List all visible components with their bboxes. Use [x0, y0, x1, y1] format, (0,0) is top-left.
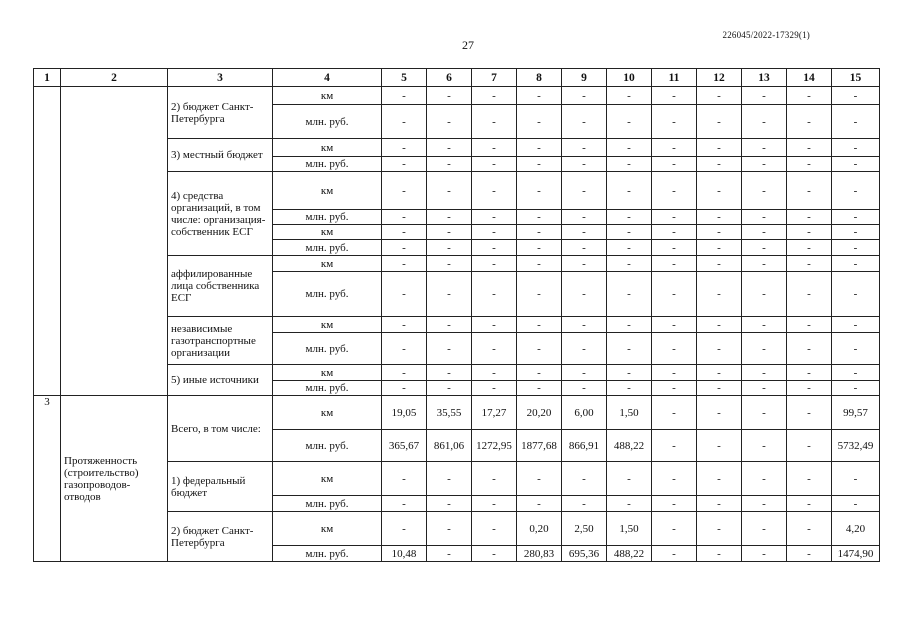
value-cell: -: [652, 87, 697, 105]
col-header: 1: [34, 69, 61, 87]
value-cell: -: [652, 105, 697, 139]
value-cell: -: [382, 496, 427, 512]
unit-cell: км: [273, 512, 382, 546]
value-cell: -: [832, 139, 880, 157]
unit-cell: км: [273, 256, 382, 272]
value-cell: -: [742, 105, 787, 139]
source-label: 3) местный бюджет: [168, 139, 273, 172]
value-cell: -: [562, 462, 607, 496]
unit-cell: млн. руб.: [273, 157, 382, 172]
value-cell: -: [607, 225, 652, 240]
value-cell: -: [607, 172, 652, 210]
value-cell: -: [517, 157, 562, 172]
value-cell: -: [652, 157, 697, 172]
value-cell: -: [562, 317, 607, 333]
value-cell: -: [697, 87, 742, 105]
value-cell: -: [742, 157, 787, 172]
value-cell: -: [472, 365, 517, 381]
value-cell: -: [427, 496, 472, 512]
value-cell: -: [517, 365, 562, 381]
value-cell: -: [832, 105, 880, 139]
value-cell: 6,00: [562, 396, 607, 430]
value-cell: -: [607, 256, 652, 272]
value-cell: -: [382, 225, 427, 240]
col-header: 7: [472, 69, 517, 87]
value-cell: -: [697, 496, 742, 512]
value-cell: -: [697, 430, 742, 462]
unit-cell: млн. руб.: [273, 240, 382, 256]
value-cell: -: [427, 210, 472, 225]
value-cell: -: [607, 157, 652, 172]
value-cell: -: [787, 105, 832, 139]
value-cell: -: [427, 272, 472, 317]
value-cell: -: [832, 496, 880, 512]
value-cell: -: [607, 240, 652, 256]
value-cell: -: [607, 496, 652, 512]
value-cell: -: [697, 272, 742, 317]
source-label: независимые газотранспортные организации: [168, 317, 273, 365]
value-cell: -: [697, 462, 742, 496]
value-cell: -: [382, 87, 427, 105]
value-cell: -: [787, 430, 832, 462]
value-cell: -: [427, 462, 472, 496]
source-label: 4) средства организаций, в том числе: организация-собственник ЕСГ: [168, 172, 273, 256]
value-cell: -: [787, 157, 832, 172]
value-cell: -: [652, 462, 697, 496]
value-cell: -: [427, 105, 472, 139]
value-cell: -: [652, 210, 697, 225]
value-cell: -: [427, 365, 472, 381]
value-cell: -: [472, 496, 517, 512]
value-cell: -: [697, 546, 742, 562]
source-label: Всего, в том числе:: [168, 396, 273, 462]
value-cell: -: [832, 381, 880, 396]
value-cell: -: [472, 462, 517, 496]
value-cell: -: [742, 139, 787, 157]
value-cell: -: [697, 381, 742, 396]
col-header: 13: [742, 69, 787, 87]
value-cell: 19,05: [382, 396, 427, 430]
unit-cell: км: [273, 225, 382, 240]
value-cell: -: [427, 157, 472, 172]
value-cell: -: [697, 139, 742, 157]
unit-cell: млн. руб.: [273, 333, 382, 365]
value-cell: -: [562, 381, 607, 396]
value-cell: -: [517, 333, 562, 365]
unit-cell: млн. руб.: [273, 105, 382, 139]
value-cell: -: [787, 462, 832, 496]
value-cell: -: [427, 172, 472, 210]
row-number-cell: 3: [34, 396, 61, 562]
value-cell: -: [472, 87, 517, 105]
value-cell: 488,22: [607, 546, 652, 562]
unit-cell: км: [273, 365, 382, 381]
value-cell: 866,91: [562, 430, 607, 462]
unit-cell: км: [273, 172, 382, 210]
value-cell: -: [607, 381, 652, 396]
value-cell: -: [742, 172, 787, 210]
value-cell: -: [382, 512, 427, 546]
value-cell: -: [472, 272, 517, 317]
value-cell: -: [472, 381, 517, 396]
value-cell: -: [832, 272, 880, 317]
value-cell: -: [742, 333, 787, 365]
value-cell: -: [517, 240, 562, 256]
value-cell: -: [652, 333, 697, 365]
col-header: 11: [652, 69, 697, 87]
value-cell: -: [832, 210, 880, 225]
value-cell: -: [427, 317, 472, 333]
value-cell: -: [832, 225, 880, 240]
value-cell: -: [562, 105, 607, 139]
value-cell: -: [697, 365, 742, 381]
value-cell: -: [787, 172, 832, 210]
value-cell: -: [382, 272, 427, 317]
unit-cell: млн. руб.: [273, 496, 382, 512]
value-cell: -: [517, 462, 562, 496]
value-cell: -: [607, 333, 652, 365]
value-cell: -: [652, 546, 697, 562]
value-cell: -: [607, 87, 652, 105]
value-cell: -: [562, 496, 607, 512]
value-cell: -: [517, 105, 562, 139]
col-header: 15: [832, 69, 880, 87]
value-cell: -: [742, 225, 787, 240]
value-cell: -: [427, 87, 472, 105]
budget-table: [33, 68, 880, 562]
value-cell: -: [382, 381, 427, 396]
value-cell: -: [472, 225, 517, 240]
value-cell: 0,20: [517, 512, 562, 546]
value-cell: -: [787, 139, 832, 157]
value-cell: -: [787, 272, 832, 317]
value-cell: -: [427, 546, 472, 562]
source-label: 5) иные источники: [168, 365, 273, 396]
value-cell: 1272,95: [472, 430, 517, 462]
value-cell: 5732,49: [832, 430, 880, 462]
value-cell: -: [562, 333, 607, 365]
value-cell: -: [472, 139, 517, 157]
value-cell: -: [517, 272, 562, 317]
value-cell: -: [562, 225, 607, 240]
page-number: 27: [462, 38, 474, 52]
value-cell: -: [382, 462, 427, 496]
value-cell: -: [517, 172, 562, 210]
value-cell: -: [427, 139, 472, 157]
value-cell: -: [697, 172, 742, 210]
value-cell: 1,50: [607, 512, 652, 546]
value-cell: -: [832, 157, 880, 172]
value-cell: -: [742, 430, 787, 462]
unit-cell: км: [273, 139, 382, 157]
value-cell: -: [472, 105, 517, 139]
value-cell: -: [787, 496, 832, 512]
value-cell: -: [742, 210, 787, 225]
unit-cell: млн. руб.: [273, 546, 382, 562]
value-cell: -: [832, 256, 880, 272]
value-cell: -: [562, 240, 607, 256]
col-header: 14: [787, 69, 832, 87]
value-cell: -: [607, 210, 652, 225]
value-cell: -: [427, 512, 472, 546]
table-row: [34, 87, 880, 105]
value-cell: -: [652, 256, 697, 272]
col-header: 5: [382, 69, 427, 87]
value-cell: -: [382, 105, 427, 139]
value-cell: -: [517, 87, 562, 105]
value-cell: 695,36: [562, 546, 607, 562]
value-cell: 488,22: [607, 430, 652, 462]
value-cell: -: [382, 157, 427, 172]
value-cell: -: [472, 512, 517, 546]
value-cell: -: [832, 87, 880, 105]
value-cell: -: [652, 365, 697, 381]
unit-cell: млн. руб.: [273, 210, 382, 225]
source-label: 2) бюджет Санкт-Петербурга: [168, 512, 273, 562]
value-cell: -: [652, 225, 697, 240]
value-cell: 4,20: [832, 512, 880, 546]
value-cell: -: [742, 512, 787, 546]
source-label: аффилированные лица собственника ЕСГ: [168, 256, 273, 317]
value-cell: -: [562, 210, 607, 225]
col-header: 3: [168, 69, 273, 87]
col-header: 2: [61, 69, 168, 87]
value-cell: -: [832, 317, 880, 333]
value-cell: -: [427, 256, 472, 272]
value-cell: -: [652, 172, 697, 210]
unit-cell: млн. руб.: [273, 272, 382, 317]
value-cell: -: [742, 546, 787, 562]
value-cell: 20,20: [517, 396, 562, 430]
value-cell: -: [652, 317, 697, 333]
value-cell: -: [517, 381, 562, 396]
value-cell: -: [562, 272, 607, 317]
value-cell: -: [517, 256, 562, 272]
value-cell: -: [427, 240, 472, 256]
value-cell: -: [697, 157, 742, 172]
value-cell: -: [787, 546, 832, 562]
value-cell: -: [787, 381, 832, 396]
value-cell: -: [742, 365, 787, 381]
value-cell: -: [517, 139, 562, 157]
value-cell: -: [697, 256, 742, 272]
value-cell: -: [742, 272, 787, 317]
header-row: [34, 69, 880, 87]
value-cell: -: [742, 396, 787, 430]
unit-cell: км: [273, 396, 382, 430]
unit-cell: км: [273, 462, 382, 496]
value-cell: -: [697, 240, 742, 256]
value-cell: -: [382, 317, 427, 333]
value-cell: -: [472, 546, 517, 562]
value-cell: -: [382, 240, 427, 256]
value-cell: -: [697, 210, 742, 225]
value-cell: -: [832, 240, 880, 256]
value-cell: 35,55: [427, 396, 472, 430]
value-cell: -: [832, 333, 880, 365]
value-cell: -: [652, 430, 697, 462]
value-cell: -: [787, 512, 832, 546]
value-cell: -: [832, 365, 880, 381]
value-cell: -: [787, 256, 832, 272]
value-cell: -: [607, 105, 652, 139]
value-cell: -: [472, 256, 517, 272]
value-cell: -: [562, 87, 607, 105]
value-cell: -: [427, 381, 472, 396]
value-cell: -: [607, 139, 652, 157]
value-cell: 10,48: [382, 546, 427, 562]
document-id: 226045/2022-17329(1): [722, 30, 810, 40]
value-cell: -: [697, 225, 742, 240]
col-header: 10: [607, 69, 652, 87]
value-cell: 280,83: [517, 546, 562, 562]
source-label: 2) бюджет Санкт-Петербурга: [168, 87, 273, 139]
value-cell: -: [787, 317, 832, 333]
value-cell: -: [652, 240, 697, 256]
unit-cell: км: [273, 317, 382, 333]
value-cell: -: [742, 240, 787, 256]
value-cell: 99,57: [832, 396, 880, 430]
value-cell: -: [472, 172, 517, 210]
value-cell: -: [697, 105, 742, 139]
value-cell: -: [742, 87, 787, 105]
value-cell: -: [562, 157, 607, 172]
value-cell: -: [382, 256, 427, 272]
value-cell: 1877,68: [517, 430, 562, 462]
value-cell: -: [787, 210, 832, 225]
indicator-name: Протяженность (строительство) газопроводов-отводов: [61, 396, 168, 562]
value-cell: -: [832, 462, 880, 496]
value-cell: -: [562, 172, 607, 210]
unit-cell: млн. руб.: [273, 381, 382, 396]
value-cell: -: [472, 210, 517, 225]
value-cell: -: [787, 225, 832, 240]
table-row: [34, 396, 880, 430]
value-cell: -: [787, 396, 832, 430]
value-cell: -: [652, 381, 697, 396]
value-cell: -: [787, 365, 832, 381]
value-cell: -: [607, 462, 652, 496]
source-label: 1) федеральный бюджет: [168, 462, 273, 512]
value-cell: 861,06: [427, 430, 472, 462]
value-cell: -: [697, 317, 742, 333]
value-cell: -: [742, 462, 787, 496]
value-cell: -: [607, 317, 652, 333]
value-cell: -: [517, 225, 562, 240]
value-cell: -: [787, 87, 832, 105]
value-cell: -: [472, 317, 517, 333]
value-cell: -: [382, 172, 427, 210]
value-cell: -: [697, 512, 742, 546]
value-cell: -: [697, 333, 742, 365]
col-header: 8: [517, 69, 562, 87]
value-cell: -: [652, 396, 697, 430]
value-cell: -: [607, 365, 652, 381]
value-cell: -: [787, 333, 832, 365]
value-cell: -: [562, 365, 607, 381]
value-cell: -: [787, 240, 832, 256]
row-number-cell: [34, 87, 61, 396]
value-cell: 17,27: [472, 396, 517, 430]
col-header: 9: [562, 69, 607, 87]
value-cell: -: [562, 139, 607, 157]
value-cell: -: [517, 496, 562, 512]
value-cell: -: [742, 381, 787, 396]
value-cell: -: [742, 317, 787, 333]
value-cell: 2,50: [562, 512, 607, 546]
value-cell: -: [427, 225, 472, 240]
unit-cell: млн. руб.: [273, 430, 382, 462]
value-cell: -: [382, 333, 427, 365]
value-cell: -: [472, 157, 517, 172]
value-cell: -: [382, 365, 427, 381]
value-cell: -: [652, 139, 697, 157]
value-cell: -: [562, 256, 607, 272]
value-cell: -: [517, 210, 562, 225]
value-cell: -: [832, 172, 880, 210]
value-cell: -: [382, 210, 427, 225]
value-cell: -: [472, 240, 517, 256]
value-cell: -: [607, 272, 652, 317]
col-header: 6: [427, 69, 472, 87]
value-cell: -: [697, 396, 742, 430]
value-cell: -: [652, 272, 697, 317]
value-cell: -: [382, 139, 427, 157]
value-cell: -: [652, 512, 697, 546]
value-cell: -: [742, 496, 787, 512]
value-cell: -: [472, 333, 517, 365]
value-cell: -: [517, 317, 562, 333]
unit-cell: км: [273, 87, 382, 105]
col-header: 4: [273, 69, 382, 87]
value-cell: -: [742, 256, 787, 272]
col-header: 12: [697, 69, 742, 87]
value-cell: -: [427, 333, 472, 365]
value-cell: 365,67: [382, 430, 427, 462]
value-cell: 1,50: [607, 396, 652, 430]
value-cell: 1474,90: [832, 546, 880, 562]
value-cell: -: [652, 496, 697, 512]
indicator-cell: [61, 87, 168, 396]
